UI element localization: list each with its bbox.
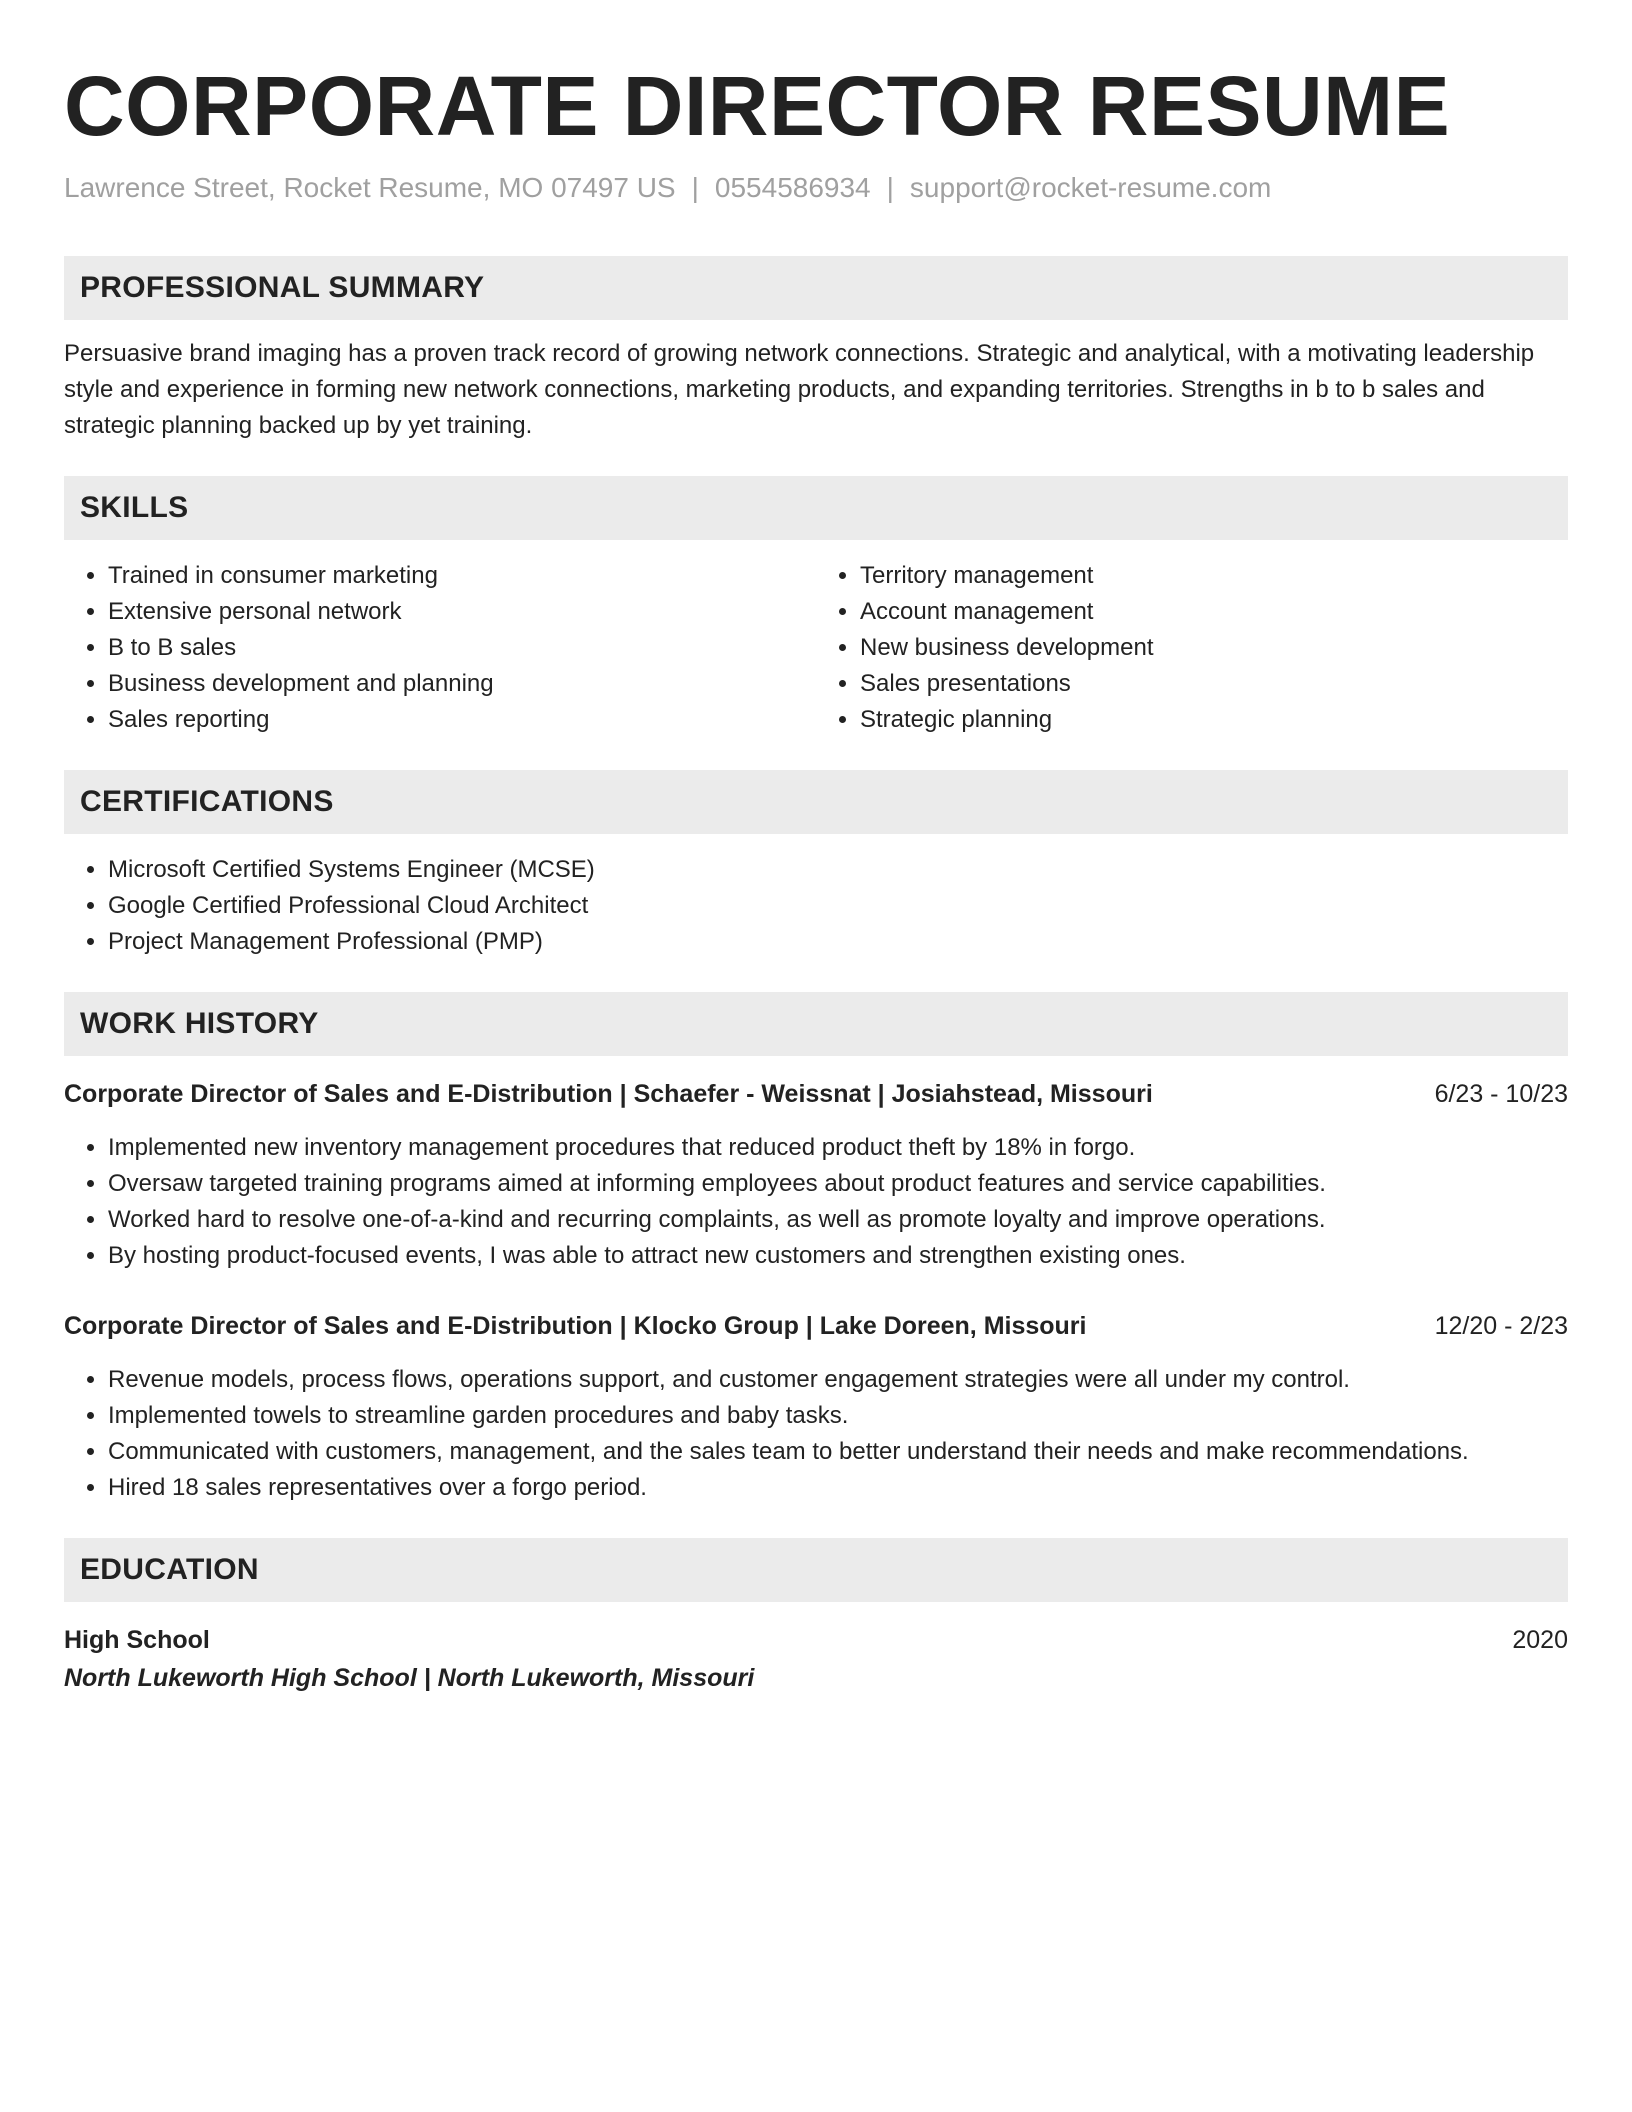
job-dates: 6/23 - 10/23	[1434, 1080, 1568, 1108]
section-header-summary: PROFESSIONAL SUMMARY	[64, 256, 1568, 320]
contact-address: Lawrence Street, Rocket Resume, MO 07497 US	[64, 172, 676, 203]
section-header-skills: SKILLS	[64, 476, 1568, 540]
job-title: Corporate Director of Sales and E-Distribution | Schaefer - Weissnat | Josiahstead, Missouri	[64, 1080, 1153, 1108]
certification-item: • Project Management Professional (PMP)	[108, 924, 1568, 960]
certification-item: • Google Certified Professional Cloud Architect	[108, 888, 1568, 924]
section-header-certifications: CERTIFICATIONS	[64, 770, 1568, 834]
education-entry	[64, 1622, 1568, 1698]
education-year: 2020	[1512, 1626, 1568, 1654]
section-header-work-history: WORK HISTORY	[64, 992, 1568, 1056]
education-header	[64, 1622, 1568, 1658]
contact-phone: 0554586934	[714, 172, 871, 203]
job-bullets	[64, 1130, 1568, 1274]
job-bullet: • Implemented towels to streamline garden procedures and baby tasks.	[108, 1398, 1568, 1434]
section-header-education: EDUCATION	[64, 1538, 1568, 1602]
skill-item: • Account management	[860, 594, 1568, 630]
education-degree: High School	[64, 1626, 210, 1654]
job-bullet: • Worked hard to resolve one-of-a-kind and recurring complaints, as well as promote loyalty and improve operations.	[108, 1202, 1568, 1238]
skills-grid	[64, 540, 1568, 738]
contact-separator: |	[886, 172, 894, 203]
skill-item: • Strategic planning	[860, 702, 1568, 738]
skill-item: • Trained in consumer marketing	[108, 558, 816, 594]
skill-item: • New business development	[860, 630, 1568, 666]
skill-item: • B to B sales	[108, 630, 816, 666]
education-school: North Lukeworth High School | North Lukeworth, Missouri	[64, 1664, 755, 1692]
job-bullets	[64, 1362, 1568, 1506]
job-header	[64, 1308, 1568, 1344]
summary-text: Persuasive brand imaging has a proven track record of growing network connections. Strategic and analytical, with a motivating leadership style and experience in forming new network connections, marketing products, and expanding territories. Strengths in b to b sales and strategic planning backed up by yet training.	[64, 340, 1535, 439]
job-bullet: • Communicated with customers, management, and the sales team to better understand their needs and make recommendations.	[108, 1434, 1568, 1470]
certifications-list	[64, 852, 1568, 960]
resume-title: CORPORATE DIRECTOR RESUME	[64, 59, 1451, 153]
job-bullet: • Hired 18 sales representatives over a forgo period.	[108, 1470, 1568, 1506]
skill-item: • Territory management	[860, 558, 1568, 594]
job-entry	[64, 1308, 1568, 1506]
skill-item: • Sales reporting	[108, 702, 816, 738]
skills-list-right	[816, 558, 1568, 738]
job-header	[64, 1076, 1568, 1112]
contact-separator: |	[691, 172, 699, 203]
job-bullet: • Oversaw targeted training programs aimed at informing employees about product features and service capabilities.	[108, 1166, 1568, 1202]
skill-item: • Business development and planning	[108, 666, 816, 702]
certification-item: • Microsoft Certified Systems Engineer (MCSE)	[108, 852, 1568, 888]
contact-email: support@rocket-resume.com	[909, 172, 1272, 203]
skills-list-left	[64, 558, 816, 738]
job-dates: 12/20 - 2/23	[1434, 1312, 1568, 1340]
job-bullet: • By hosting product-focused events, I was able to attract new customers and strengthen existing ones.	[108, 1238, 1568, 1274]
job-bullet: • Implemented new inventory management procedures that reduced product theft by 18% in forgo.	[108, 1130, 1568, 1166]
skill-item: • Sales presentations	[860, 666, 1568, 702]
job-entry	[64, 1076, 1568, 1274]
contact-line	[64, 170, 1568, 206]
job-bullet: • Revenue models, process flows, operations support, and customer engagement strategies were all under my control.	[108, 1362, 1568, 1398]
skill-item: • Extensive personal network	[108, 594, 816, 630]
job-title: Corporate Director of Sales and E-Distribution | Klocko Group | Lake Doreen, Missouri	[64, 1312, 1087, 1340]
